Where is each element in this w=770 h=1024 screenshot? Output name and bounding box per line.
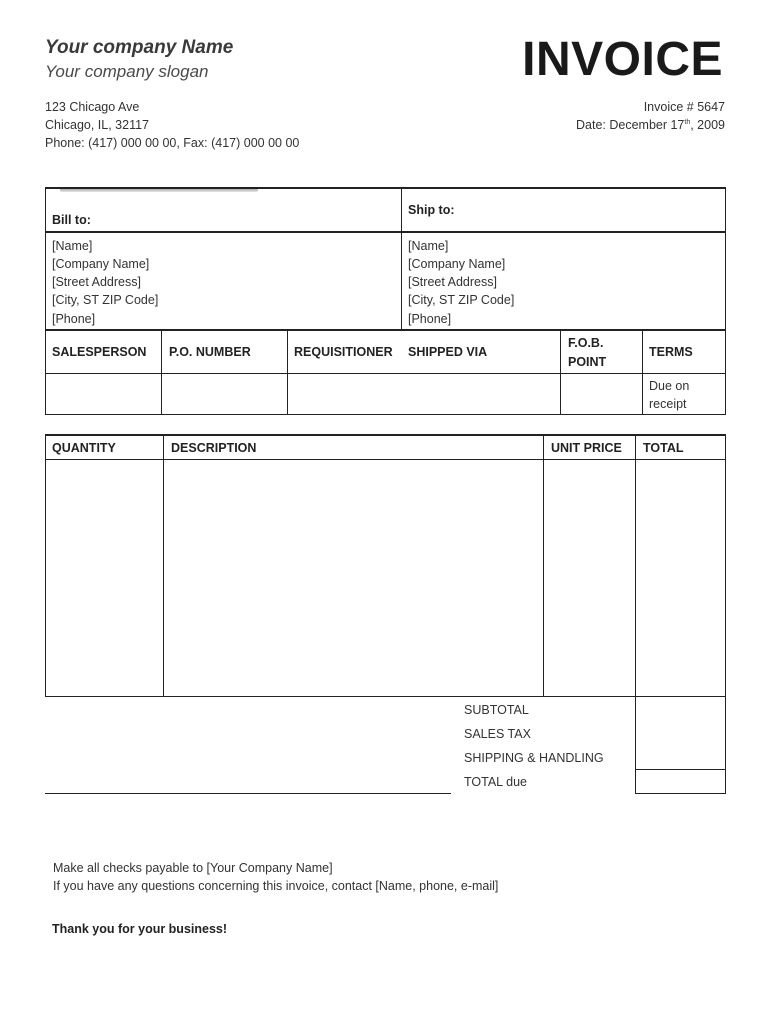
remarks-line [45, 793, 451, 794]
ship-to-label: Ship to: [408, 203, 455, 217]
address-city: Chicago, IL, 32117 [45, 118, 150, 132]
total-header: TOTAL [643, 441, 684, 455]
address-street: 123 Chicago Ave [45, 100, 140, 114]
items-table-left-border [45, 434, 46, 697]
total-due-top-border [635, 769, 726, 770]
order-table-bottom-border [45, 414, 726, 415]
items-table-top-border [45, 434, 726, 436]
subtotal-label: SUBTOTAL [464, 703, 529, 717]
fob-point-header-line2: POINT [568, 355, 607, 369]
terms-header: TERMS [649, 345, 693, 359]
bill-to-label: Bill to: [52, 213, 91, 227]
ship-to-name: [Name] [408, 239, 449, 253]
order-table-header-border [45, 373, 726, 374]
bill-to-name: [Name] [52, 239, 93, 253]
invoice-number: Invoice # 5647 [643, 100, 725, 114]
ship-to-city: [City, ST ZIP Code] [408, 293, 515, 307]
description-header: DESCRIPTION [171, 441, 257, 455]
invoice-date-year: , 2009 [690, 118, 725, 132]
items-table-divider [635, 434, 636, 794]
items-table-bottom-border [45, 696, 726, 697]
order-table-divider [560, 330, 561, 415]
items-table-header-border [45, 459, 726, 460]
invoice-date-suffix: th [684, 118, 691, 126]
invoice-date-prefix: Date: December 17 [576, 118, 685, 132]
items-table-divider [543, 434, 544, 697]
quantity-header: QUANTITY [52, 441, 116, 455]
address-box-left-border [45, 187, 46, 415]
items-table-divider [163, 434, 164, 697]
address-box-top-border [45, 187, 726, 189]
order-table-divider [161, 330, 162, 415]
payable-note: Make all checks payable to [Your Company Name] [53, 861, 333, 875]
unit-price-header: UNIT PRICE [551, 441, 622, 455]
order-table-divider [287, 330, 288, 415]
sales-tax-label: SALES TAX [464, 727, 531, 741]
requisitioner-header: REQUISITIONER [294, 345, 393, 359]
invoice-date [576, 118, 725, 132]
bill-to-phone: [Phone] [52, 312, 96, 326]
total-due-label: TOTAL due [464, 775, 527, 789]
po-number-header: P.O. NUMBER [169, 345, 251, 359]
ship-to-phone: [Phone] [408, 312, 452, 326]
shipped-via-header: SHIPPED VIA [408, 345, 488, 359]
bill-to-street: [Street Address] [52, 275, 141, 289]
terms-value-line2: receipt [649, 397, 687, 411]
bill-to-city: [City, ST ZIP Code] [52, 293, 159, 307]
terms-value-line1: Due on [649, 379, 690, 393]
totals-bottom-border [635, 793, 726, 794]
fob-point-header-line1: F.O.B. [568, 336, 604, 350]
items-table-right-border [725, 434, 726, 794]
company-name: Your company Name [45, 37, 234, 58]
address-box-header-border [45, 231, 726, 233]
contact-note: If you have any questions concerning this invoice, contact [Name, phone, e-mail] [53, 879, 499, 893]
company-slogan: Your company slogan [45, 62, 209, 81]
address-phone-fax: Phone: (417) 000 00 00, Fax: (417) 000 00 00 [45, 136, 300, 150]
order-table-divider [642, 330, 643, 415]
shipping-handling-label: SHIPPING & HANDLING [464, 751, 604, 765]
bill-to-company: [Company Name] [52, 257, 150, 271]
salesperson-header: SALESPERSON [52, 345, 147, 359]
document-title: INVOICE [522, 33, 723, 86]
thank-you-note: Thank you for your business! [52, 922, 228, 936]
ship-to-street: [Street Address] [408, 275, 497, 289]
address-box-right-border [725, 187, 726, 415]
ship-to-company: [Company Name] [408, 257, 506, 271]
order-table-top-border [45, 329, 726, 331]
address-box-divider [401, 187, 402, 330]
